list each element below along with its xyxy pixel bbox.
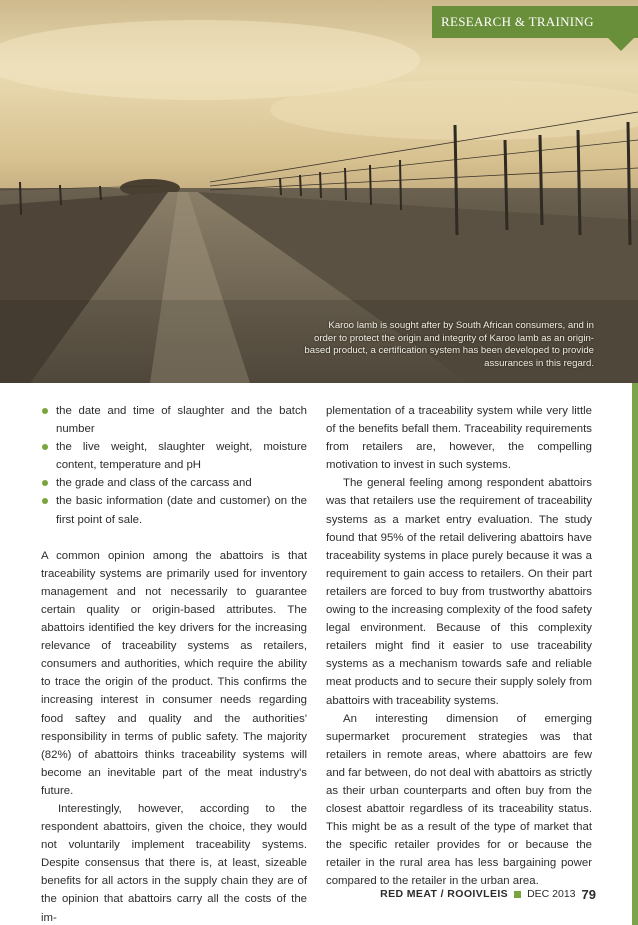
page-number: 79 <box>581 886 596 902</box>
body-paragraph: The general feeling among respondent abattoirs was that retailers use the requirement of traceability systems as a market entry evaluation. The study found that 95% of the retail delivering abattoirs have traceability systems in place purely because it was a requirement to gain access to retailers. On their part retailers are forced to buy from trustworthy abattoirs owing to the increasing complexity of the food safety legal environment. Because of this complexity retailers might find it easier to use traceability systems as a mechanism towards safe and reliable meat products and to secure their supply solely from abattoirs with traceability systems. <box>326 477 592 707</box>
body-paragraph: An interesting dimension of emerging supermarket procurement strategies was that retailers in remote areas, where abattoirs are few and far between, do not deal with abattoirs as strictly as their urban counterparts and often buy from the closest abattoir regardless of its traceability status. This might be as a result of the type of market that the specific retailer provides for or because the retailer in the rural area has less bargaining power compared to the retailer in the urban area. <box>326 712 592 888</box>
body-paragraph: A common opinion among the abattoirs is that traceability systems are primarily used for inventory management and not necessarily to guarantee certain quality or origin-based attributes. The abattoirs identified the key drivers for the increasing relevance of traceability systems as retailers, consumers and authorities, which require the ability to trace the origin of the product. This confirms the increasing interest in consumer needs regarding food saftey and quality and the authorities' responsibility in terms of public safety. The majority (82%) of abattoirs thinks traceability systems will become an inevitable part of the meat industry's future. <box>41 549 307 797</box>
bullet-item: the grade and class of the carcass and <box>41 474 307 492</box>
page-edge-band <box>632 383 638 925</box>
right-column <box>326 402 592 891</box>
bullet-dot-icon <box>42 480 48 486</box>
page-footer <box>380 885 596 903</box>
issue-date: DEC 2013 <box>527 888 576 900</box>
left-column <box>41 402 307 925</box>
body-paragraph: Interestingly, however, according to the respondent abattoirs, given the choice, they would not voluntarily implement traceability systems. Despite consensus that there is, at least, sizeable benefits for all actors in the supply chain they are of the opinion that abattoirs carry all the costs of the im- <box>41 802 307 924</box>
bullet-dot-icon <box>42 444 48 450</box>
bullet-list <box>41 402 307 529</box>
bullet-item: the live weight, slaughter weight, moisture content, temperature and pH <box>41 438 307 474</box>
hero-photo <box>0 0 638 383</box>
photo-caption: Karoo lamb is sought after by South African consumers, and in order to protect the origin and integrity of Karoo lamb as an origin-based product, a certification system has been developed to provide assurances in this regard. <box>304 320 594 369</box>
bullet-item: the date and time of slaughter and the batch number <box>41 402 307 438</box>
section-tab-notch <box>608 38 634 51</box>
section-tab: RESEARCH & TRAINING <box>432 6 638 38</box>
body-paragraph: plementation of a traceability system while very little of the benefits befall them. Traceability requirements from retailers are, however, the compelling motivation to invest in such systems. <box>326 405 592 472</box>
publication-name: RED MEAT / ROOIVLEIS <box>380 888 509 900</box>
bullet-dot-icon <box>42 408 48 414</box>
bullet-dot-icon <box>42 498 48 504</box>
bullet-item: the basic information (date and customer) on the first point of sale. <box>41 492 307 528</box>
separator-square-icon <box>514 891 521 898</box>
